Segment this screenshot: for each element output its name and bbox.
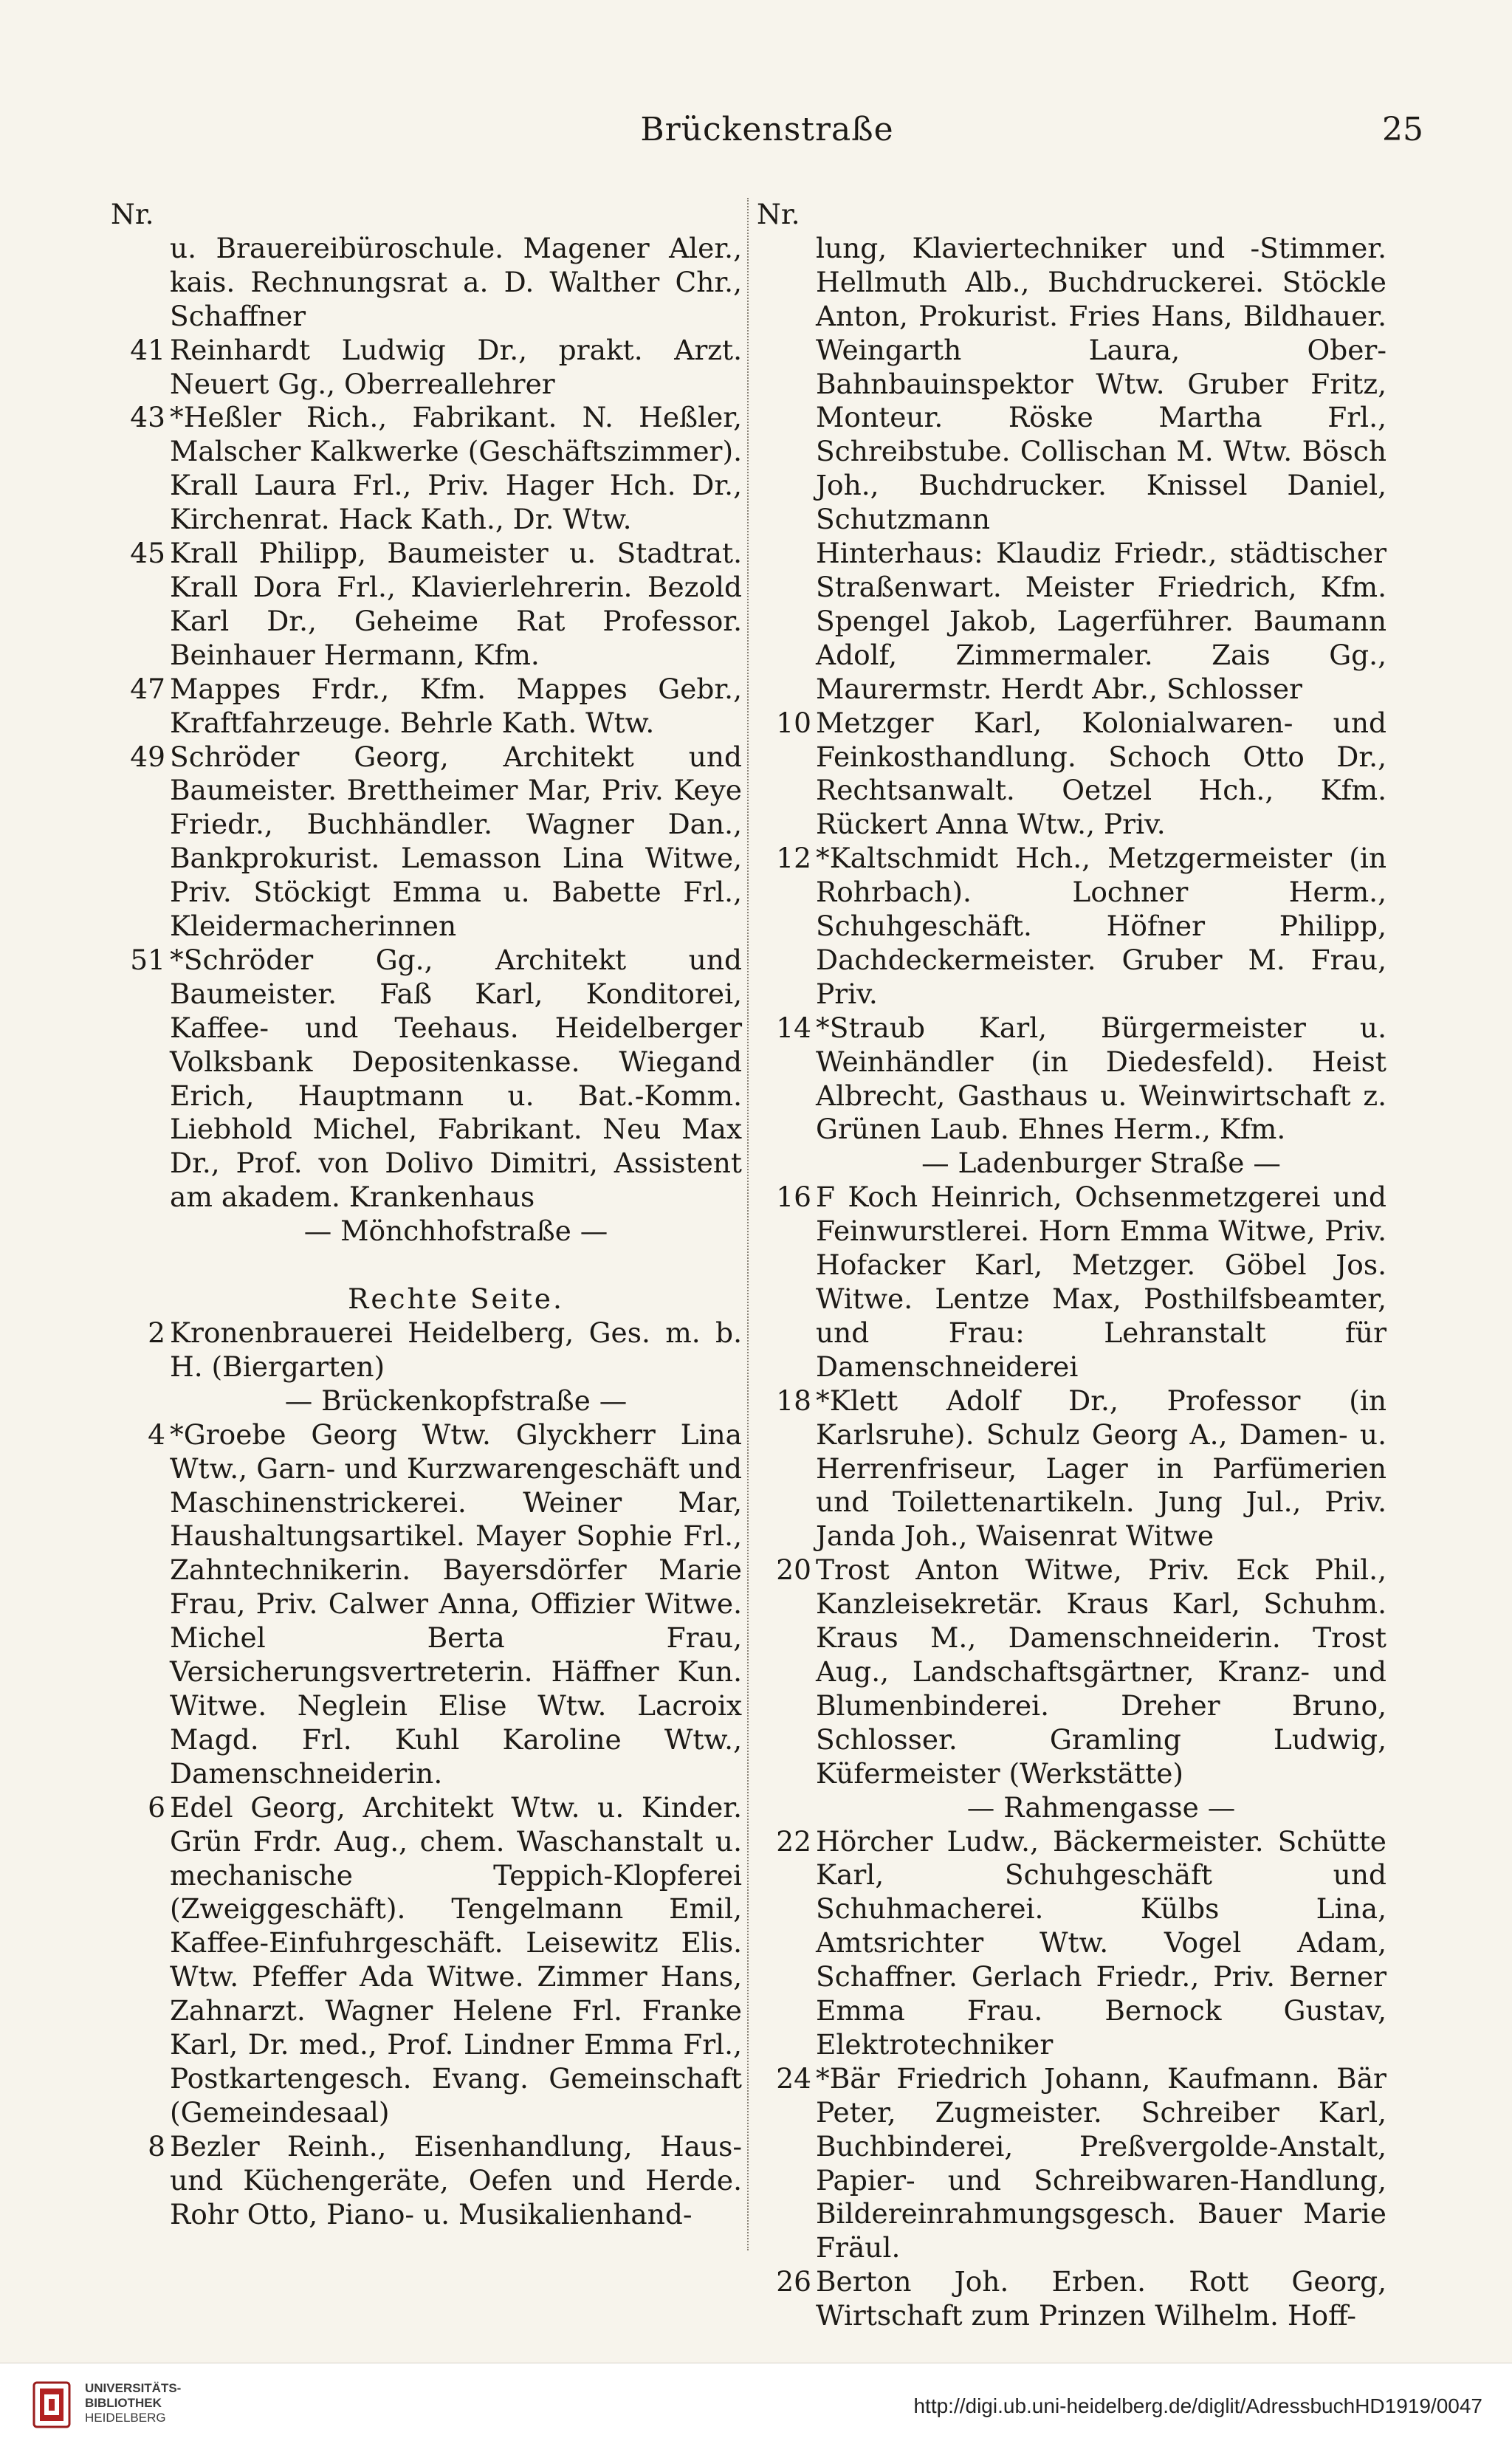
house-number: 26: [776, 2265, 811, 2298]
continued-entry: lung, Klaviertechniker und -Stimmer. Hellmuth Alb., Buchdruckerei. Stöckle Anton, Prokurist. Fries Hans, Bildhauer. Weingarth Laura, Ober-Bahnbauinspektor Wtw. Gruber Fritz, Monteur. Röske Martha Frl., Schreibstube. Collischan M. Wtw. Bösch Joh., Buchdrucker. Knissel Daniel, Schutzmann: [816, 231, 1386, 536]
entry-text: Mappes Frdr., Kfm. Mappes Gebr., Kraftfahrzeuge. Behrle Kath. Wtw.: [170, 672, 742, 739]
entry-text: Hörcher Ludw., Bäckermeister. Schütte Karl, Schuhgeschäft und Schuhmacherei. Külbs Lina, Amtsrichter Wtw. Vogel Adam, Schaffner. Gerlach Friedr., Priv. Berner Emma Frau. Bernock Gustav, Elektrotechniker: [816, 1824, 1386, 2061]
continued-entry: u. Brauereibüroschule. Magener Aler., kais. Rechnungsrat a. D. Walther Chr., Schaffner: [170, 231, 742, 332]
entry-text: Trost Anton Witwe, Priv. Eck Phil., Kanzleisekretär. Kraus Karl, Schuhm. Kraus M., Damenschneiderin. Trost Aug., Landschaftsgärtner, Kranz- und Blumenbinderei. Dreher Bruno, Schlosser. Gramling Ludwig, Küfermeister (Werkstätte): [816, 1553, 1386, 1790]
entry-text: Metzger Karl, Kolonialwaren- und Feinkosthandlung. Schoch Otto Dr., Rechtsanwalt. Oetzel Hch., Kfm. Rückert Anna Wtw., Priv.: [816, 706, 1386, 841]
nr-label: Nr.: [111, 198, 154, 230]
house-number: 43: [130, 401, 165, 434]
house-number: 14: [776, 1011, 811, 1044]
house-number: 24: [776, 2061, 811, 2095]
house-number: 4: [148, 1418, 165, 1451]
house-number: 22: [776, 1824, 811, 1858]
house-number: 8: [148, 2129, 165, 2163]
address-entry: [111, 944, 742, 1215]
address-entry: [111, 401, 742, 537]
address-entry: [757, 2265, 1386, 2333]
right-column: [757, 198, 1386, 2333]
continued-entry: Hinterhaus: Klaudiz Friedr., städtischer Straßenwart. Meister Friedrich, Kfm. Spengel Jakob, Lagerführer. Baumann Adolf, Zimmermaler. Zais Gg., Maurermstr. Herdt Abr., Schlosser: [816, 537, 1386, 705]
address-entry: [757, 842, 1386, 1012]
entry-text: Schröder Georg, Architekt und Baumeister. Brettheimer Mar, Priv. Keye Friedr., Buchhändler. Wagner Dan., Bankprokurist. Lemasson Lina Witwe, Priv. Stöckigt Emma u. Babette Frl., Kleidermacherinnen: [170, 740, 742, 943]
address-entry: [757, 1012, 1386, 1147]
footer-bar: [0, 2363, 1512, 2452]
address-entry: [111, 741, 742, 944]
page-title: Brückenstraße: [640, 111, 894, 148]
address-entry: [111, 1418, 742, 1791]
address-entry: [757, 707, 1386, 842]
address-entry: [757, 1825, 1386, 2062]
university-seal-icon: [30, 2380, 74, 2431]
entry-text: *Bär Friedrich Johann, Kaufmann. Bär Peter, Zugmeister. Schreiber Karl, Buchbinderei, Preßvergolde-Anstalt, Papier- und Schreibwaren-Handlung, Bildereinrahmungsgesch. Bauer Marie Fräul.: [816, 2061, 1386, 2264]
address-entry: [757, 2062, 1386, 2265]
house-number: 47: [130, 672, 165, 705]
street-heading: — Ladenburger Straße —: [921, 1147, 1281, 1180]
address-entry: [111, 1791, 742, 2130]
street-heading: — Brückenkopfstraße —: [284, 1384, 628, 1417]
house-number: 12: [776, 842, 811, 875]
entry-text: Berton Joh. Erben. Rott Georg, Wirtschaft zum Prinzen Wilhelm. Hoff-: [816, 2265, 1386, 2332]
house-number: 18: [776, 1384, 811, 1417]
library-logo-text: UNIVERSITÄTS- BIBLIOTHEK HEIDELBERG: [85, 2381, 182, 2425]
address-entry: [111, 2130, 742, 2232]
house-number: 20: [776, 1553, 811, 1587]
address-entry: [111, 1316, 742, 1384]
entry-text: Krall Philipp, Baumeister u. Stadtrat. Krall Dora Frl., Klavierlehrerin. Bezold Karl Dr., Geheime Rat Professor. Beinhauer Hermann, Kfm.: [170, 537, 742, 671]
entry-text: F Koch Heinrich, Ochsenmetzgerei und Feinwurstlerei. Horn Emma Witwe, Priv. Hofacker Karl, Metzger. Göbel Jos. Witwe. Lentze Max, Posthilfsbeamter, und Frau: Lehranstalt für Damenschneiderei: [816, 1181, 1386, 1383]
entry-text: Edel Georg, Architekt Wtw. u. Kinder. Grün Frdr. Aug., chem. Waschanstalt u. mechanische Teppich-Klopferei (Zweiggeschäft). Tengelmann Emil, Kaffee-Einfuhrgeschäft. Leisewitz Elis. Wtw. Pfeffer Ada Witwe. Zimmer Hans, Zahnarzt. Wagner Helene Frl. Franke Karl, Dr. med., Prof. Lindner Emma Frl., Postkartengesch. Evang. Gemeinschaft (Gemeindesaal): [170, 1790, 742, 2129]
nr-label: Nr.: [757, 198, 800, 230]
address-entry: [111, 334, 742, 402]
house-number: 45: [130, 537, 165, 570]
street-heading: — Mönchhofstraße —: [303, 1215, 608, 1248]
entry-text: Reinhardt Ludwig Dr., prakt. Arzt. Neuert Gg., Oberreallehrer: [170, 333, 742, 400]
house-number: 2: [148, 1316, 165, 1349]
house-number: 6: [148, 1790, 165, 1824]
house-number: 51: [130, 943, 165, 976]
section-heading: Rechte Seite.: [348, 1282, 564, 1316]
page-number: 25: [1382, 111, 1423, 148]
address-entry: [757, 1553, 1386, 1790]
column-divider: [747, 198, 749, 2250]
house-number: 10: [776, 706, 811, 739]
entry-text: *Heßler Rich., Fabrikant. N. Heßler, Malscher Kalkwerke (Geschäftszimmer). Krall Laura Frl., Priv. Hager Hch. Dr., Kirchenrat. Hack Kath., Dr. Wtw.: [170, 401, 742, 536]
address-entry: [111, 673, 742, 741]
source-url-link[interactable]: http://digi.ub.uni-heidelberg.de/diglit/AdressbuchHD1919/0047: [913, 2394, 1482, 2417]
address-entry: [111, 537, 742, 673]
entry-text: Bezler Reinh., Eisenhandlung, Haus- und Küchengeräte, Oefen und Herde. Rohr Otto, Piano- u. Musikalienhand-: [170, 2129, 742, 2231]
entry-text: *Straub Karl, Bürgermeister u. Weinhändler (in Diedesfeld). Heist Albrecht, Gasthaus u. Weinwirtschaft z. Grünen Laub. Ehnes Herm., Kfm.: [816, 1011, 1386, 1146]
entry-text: *Groebe Georg Wtw. Glyckherr Lina Wtw., Garn- und Kurzwarengeschäft und Maschinenstrickerei. Weiner Mar, Haushaltungsartikel. Mayer Sophie Frl., Zahntechnikerin. Bayersdörfer Marie Frau, Priv. Calwer Anna, Offizier Witwe. Michel Berta Frau, Versicherungsvertreterin. Häffner Kun. Witwe. Neglein Elise Wtw. Lacroix Magd. Frl. Kuhl Karoline Wtw., Damenschneiderin.: [170, 1418, 742, 1790]
address-entry: [757, 1181, 1386, 1384]
address-entry: [757, 1384, 1386, 1554]
entry-text: *Schröder Gg., Architekt und Baumeister. Faß Karl, Konditorei, Kaffee- und Teehaus. Heidelberger Volksbank Depositenkasse. Wiegand Erich, Hauptmann u. Bat.-Komm. Liebhold Michel, Fabrikant. Neu Max Dr., Prof. von Dolivo Dimitri, Assistent am akadem. Krankenhaus: [170, 943, 742, 1214]
entry-text: *Klett Adolf Dr., Professor (in Karlsruhe). Schulz Georg A., Damen- u. Herrenfriseur, Lager in Parfümerien und Toilettenartikeln. Jung Jul., Priv. Janda Joh., Waisenrat Witwe: [816, 1384, 1386, 1553]
left-column: [111, 198, 742, 2231]
house-number: 16: [776, 1181, 811, 1214]
street-heading: — Rahmengasse —: [966, 1790, 1236, 1824]
house-number: 49: [130, 740, 165, 773]
house-number: 41: [130, 333, 165, 366]
page-header: [111, 111, 1423, 162]
entry-text: Kronenbrauerei Heidelberg, Ges. m. b. H. (Biergarten): [170, 1316, 742, 1383]
entry-text: *Kaltschmidt Hch., Metzgermeister (in Rohrbach). Lochner Herm., Schuhgeschäft. Höfner Philipp, Dachdeckermeister. Gruber M. Frau, Priv.: [816, 842, 1386, 1010]
